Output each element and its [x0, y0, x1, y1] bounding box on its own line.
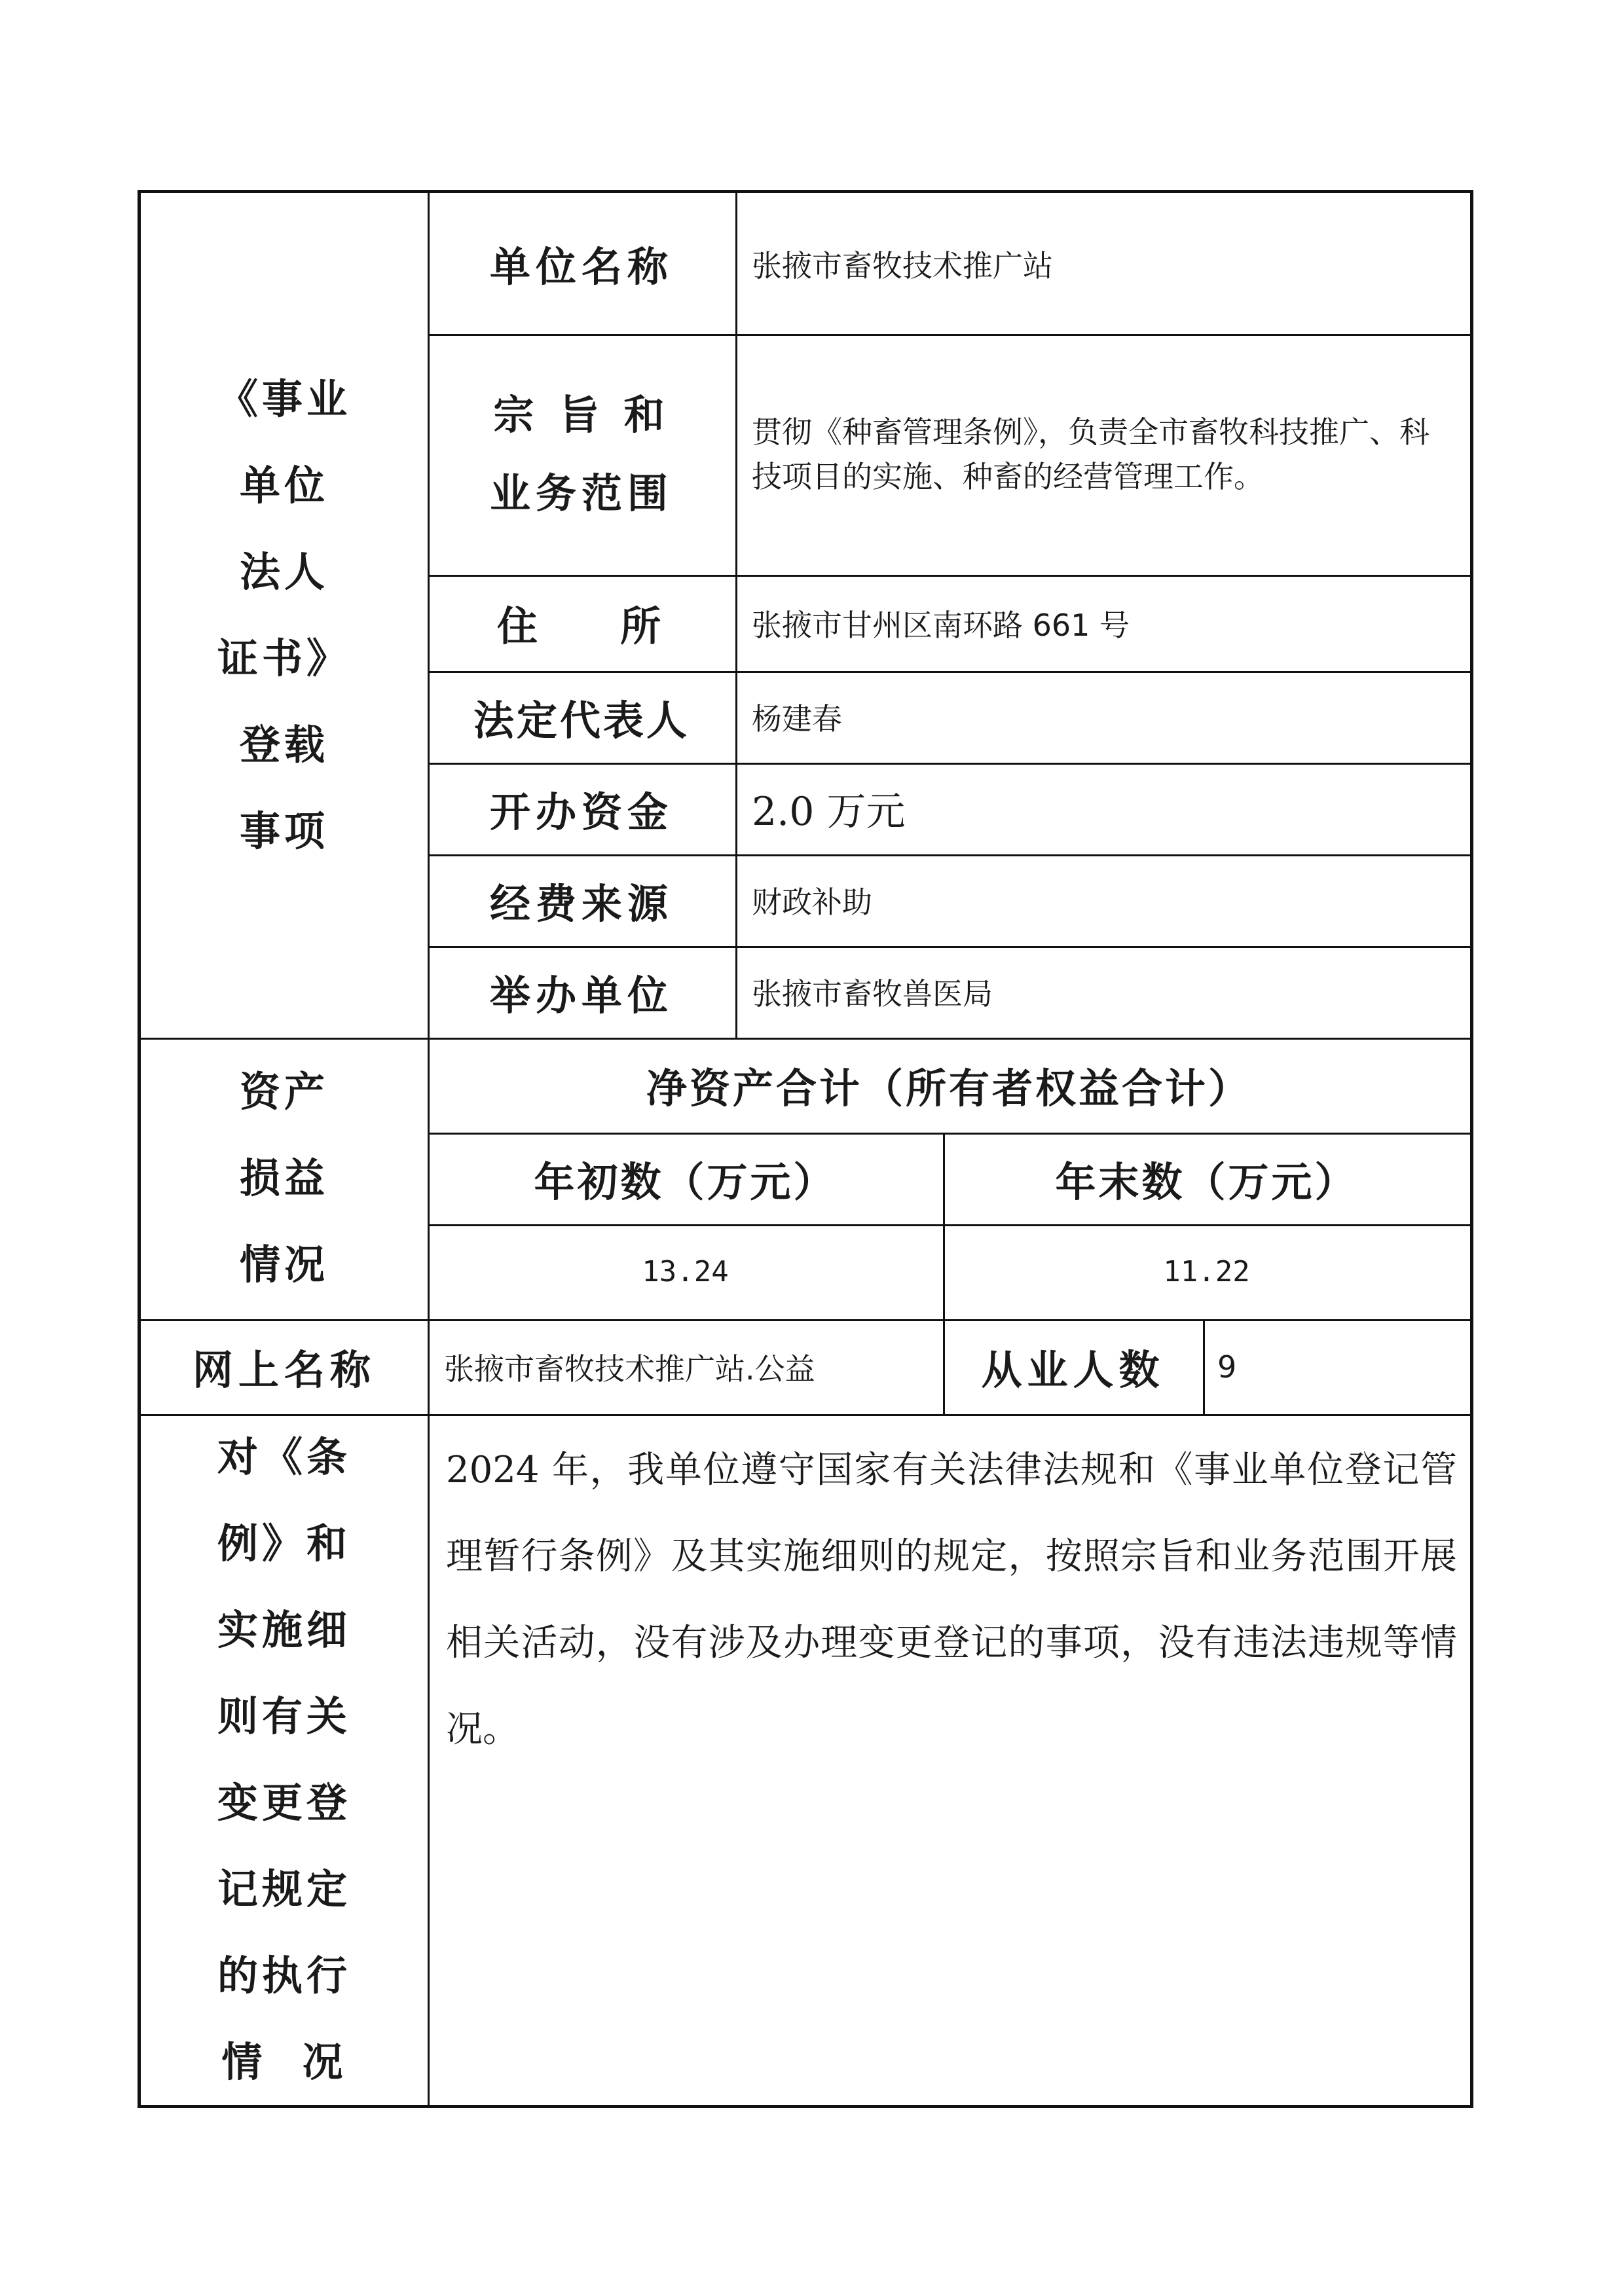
begin-of-year-value: 13.24	[642, 1255, 729, 1288]
heading-line: 对《条	[217, 1433, 351, 1481]
funding-source-label: 经费来源	[489, 879, 673, 928]
heading-line: 例》和	[217, 1520, 351, 1567]
compliance-statement: 2024 年，我单位遵守国家有关法律法规和《事业单位登记管理暂行条例》及其实施细则的规定，按照宗旨和业务范围开展相关活动，没有涉及办理变更登记的事项，没有违法违规等情况。	[446, 1449, 1457, 1751]
label-line: 业务范围	[489, 469, 673, 517]
sponsor-unit-label: 举办单位	[489, 971, 673, 1019]
purpose-scope-label	[428, 334, 735, 575]
assets-heading	[141, 1038, 428, 1319]
heading-line: 则有关	[217, 1692, 351, 1740]
compliance-heading	[141, 1414, 428, 2105]
certificate-heading	[141, 193, 428, 1038]
heading-line: 法人	[239, 548, 329, 596]
heading-line: 证书》	[217, 634, 351, 682]
heading-line: 情况	[239, 1241, 329, 1288]
legal-representative-value: 杨建春	[752, 701, 842, 737]
purpose-scope-value: 贯彻《种畜管理条例》，负责全市畜牧科技推广、科技项目的实施、种畜的经营管理工作。	[752, 414, 1430, 494]
certificate-section	[141, 193, 1470, 1038]
unit-name-value: 张掖市畜牧技术推广站	[752, 247, 1053, 283]
heading-line: 变更登	[217, 1779, 351, 1827]
registration-form	[138, 190, 1473, 2108]
online-name-section	[141, 1319, 1470, 1414]
registered-capital-label: 开办资金	[489, 788, 673, 836]
heading-line: 资产	[239, 1068, 329, 1116]
heading-line: 《事业	[217, 375, 351, 423]
heading-line: 情 况	[221, 2038, 347, 2086]
staff-count-label: 从业人数	[981, 1346, 1165, 1394]
heading-line: 实施细	[217, 1606, 351, 1654]
net-assets-title: 净资产合计（所有者权益合计）	[646, 1065, 1251, 1112]
end-of-year-value: 11.22	[1163, 1255, 1250, 1288]
begin-of-year-label: 年初数（万元）	[534, 1157, 837, 1206]
heading-line: 记规定	[217, 1865, 351, 1913]
heading-line: 损益	[239, 1154, 329, 1202]
legal-representative-label: 法定代表人	[473, 696, 690, 744]
funding-source-value: 财政补助	[752, 884, 872, 920]
heading-line: 的执行	[217, 1952, 351, 1999]
address-label: 住 所	[496, 602, 667, 650]
online-name-value: 张掖市畜牧技术推广站.公益	[444, 1351, 815, 1387]
sponsor-unit-value: 张掖市畜牧兽医局	[752, 976, 993, 1011]
heading-line: 单位	[239, 462, 329, 509]
registered-capital-value: 2.0 万元	[752, 789, 906, 835]
label-line: 宗 旨 和	[493, 391, 670, 439]
assets-section	[141, 1038, 1470, 1319]
unit-name-label: 单位名称	[489, 243, 673, 291]
heading-line: 登载	[239, 721, 329, 769]
address-value: 张掖市甘州区南环路 661 号	[752, 607, 1130, 643]
compliance-section	[141, 1414, 1470, 2105]
heading-line: 事项	[239, 807, 329, 855]
end-of-year-label: 年末数（万元）	[1055, 1157, 1358, 1206]
online-name-label: 网上名称	[192, 1346, 376, 1394]
staff-count-value: 9	[1217, 1349, 1237, 1385]
